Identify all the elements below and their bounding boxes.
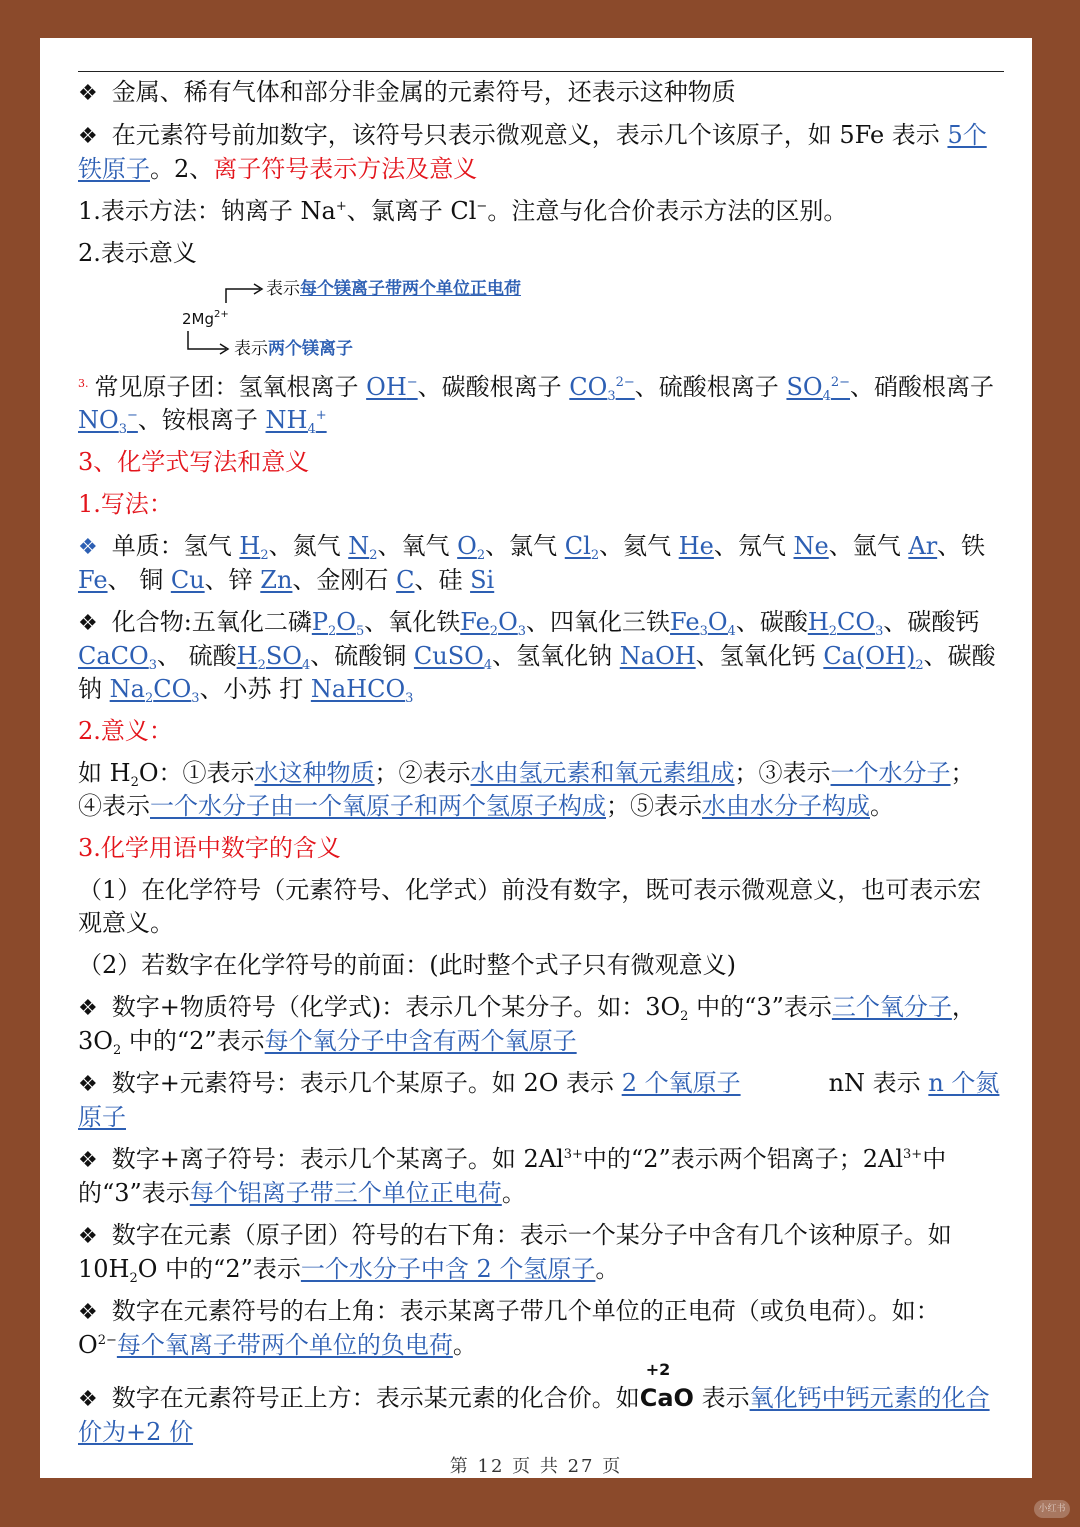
bullet-line: ❖ 化合物:五氧化二磷$P_2O_5$、氧化铁$Fe_2O_3$、四氧化三铁$Fe_3O_4$、碳酸$H_2CO_3$、碳酸钙CaCO$_3$、 硫酸$H_2SO_4$、硫酸铜 CuSO$_4$、氢氧化钠 NaOH、氢氧化钙 $Ca(OH)_2$、碳酸钠 $Na_2CO_3$、小苏 打 NaHCO$_3$: [78, 608, 996, 706]
ion-meaning-diagram: [78, 279, 1004, 367]
text: 2Mg: [182, 310, 215, 328]
item-number: 3.: [78, 377, 89, 390]
bullet-line: ❖ 数字+物质符号（化学式)：表示几个某分子。如：$3O_2$ 中的“3”表示三个氧分子， $3O_2$ 中的“2”表示每个氧分子中含有两个氧原子: [78, 993, 976, 1058]
text: 常见原子团：氢氧根离子: [94, 373, 359, 401]
diamond-bullet-icon: ❖: [78, 124, 98, 149]
formula-NH4: $NH_4^+$: [265, 406, 327, 437]
bullet-line: ❖ 数字+元素符号：表示几个某原子。如 2O 表示 2 个氧原子 nN 表示 n 个氮原子: [78, 1069, 1000, 1131]
text: 、硝酸根离子: [850, 373, 995, 401]
diamond-bullet-icon: ❖: [78, 1387, 98, 1412]
text: 表示: [266, 279, 300, 299]
section-heading: 离子符号表示方法及意义: [213, 155, 478, 183]
text: 、硫酸根离子: [634, 373, 779, 401]
bullet-line: ❖ 数字在元素符号的右上角：表示某离子带几个单位的正电荷（或负电荷）。如： $O^{2-}$每个氧离子带两个单位的负电荷。: [78, 1297, 940, 1359]
answer-text: 每个镁离子带两个单位正电荷: [300, 279, 521, 299]
section-heading: 3.化学用语中数字的含义: [78, 834, 341, 862]
diagram-bottom-label: [234, 339, 353, 359]
valence-formula: +2 CaO: [639, 1360, 694, 1412]
header-rule: [78, 71, 1004, 72]
superscript: −: [476, 199, 488, 214]
diamond-bullet-icon: ❖: [78, 1148, 98, 1173]
superscript: 2+: [214, 309, 229, 320]
formula-NO3: $NO_3^-$: [78, 406, 138, 437]
text-line: （1）在化学符号（元素符号、化学式）前没有数字，既可表示微观意义，也可表示宏观意义。: [78, 876, 982, 937]
bullet-line: ❖ 数字+离子符号：表示几个某离子。如 $2Al^{3+}$中的“2”表示两个铝离子；$2Al^{3+}$中的“3”表示每个铝离子带三个单位正电荷。: [78, 1145, 947, 1207]
text-line: [78, 195, 1004, 228]
answer-text: 两个镁离子: [268, 339, 353, 359]
text-line: （2）若数字在化学符号的前面：(此时整个式子只有微观意义): [78, 951, 736, 979]
text: 、碳酸根离子: [417, 373, 562, 401]
section-heading: 3、化学式写法和意义: [78, 448, 310, 476]
text-line: [78, 367, 1004, 437]
bullet-line: [78, 76, 1004, 110]
text: 表示: [234, 339, 268, 359]
bullet-line: ❖ 数字在元素（原子团）符号的右下角：表示一个某分子中含有几个该种原子。如 $10H_2O$ 中的“2”表示一个水分子中含 2 个氢原子。: [78, 1221, 952, 1286]
diamond-bullet-icon: ❖: [78, 535, 98, 560]
text: 、氯离子 Cl: [346, 197, 477, 225]
formula-OH: OH−: [366, 373, 418, 401]
text: 1.表示方法：钠离子 Na: [78, 197, 336, 225]
sub-heading: 2.意义：: [78, 717, 173, 745]
sub-heading: 1.写法：: [78, 490, 173, 518]
page-footer: 第 12 页 共 27 页: [449, 1456, 623, 1477]
diagram-formula: [182, 309, 229, 329]
bullet-line: ❖ 单质：氢气 $H_2$、氮气 $N_2$、氧气 $O_2$、氯气 $Cl_2$、氦气 He、氖气 Ne、氩气 Ar、铁 Fe、 铜 Cu、锌 Zn、金刚石 C、硅 Si: [78, 532, 986, 594]
diamond-bullet-icon: ❖: [78, 996, 98, 1021]
bullet-line: [78, 119, 1004, 186]
formula-SO4: $SO_4^{2-}$: [786, 373, 851, 404]
answer-text: 5个铁原子: [78, 121, 987, 183]
bullet-line: ❖ 数字在元素符号正上方：表示某元素的化合价。如 +2 CaO 表示氧化钙中钙元素的化合价为+2 价: [78, 1360, 990, 1446]
diagram-top-label: [266, 279, 521, 299]
text: 。2、: [150, 155, 214, 183]
page-content: [78, 76, 1004, 1458]
diamond-bullet-icon: ❖: [78, 1300, 98, 1325]
formula-CO3: $CO_3^{2-}$: [569, 373, 635, 404]
document-page: [40, 38, 1032, 1478]
superscript: +: [335, 199, 347, 214]
text: 、铵根离子: [137, 406, 258, 434]
diamond-bullet-icon: ❖: [78, 81, 98, 106]
diamond-bullet-icon: ❖: [78, 1072, 98, 1097]
text: 在元素符号前加数字，该符号只表示微观意义，表示几个该原子，如 5Fe 表示: [111, 121, 940, 149]
text-line: 2.表示意义: [78, 239, 197, 267]
watermark: 小红书: [1034, 1500, 1070, 1518]
text: 。注意与化合价表示方法的区别。: [487, 197, 848, 225]
text-line: 如 $H_2O$：①表示水这种物质；②表示水由氢元素和氧元素组成；③表示一个水分子； ④表示一个水分子由一个氧原子和两个氢原子构成；⑤表示水由水分子构成。: [78, 759, 975, 820]
diamond-bullet-icon: ❖: [78, 611, 98, 636]
diamond-bullet-icon: ❖: [78, 1224, 98, 1249]
text: 金属、稀有气体和部分非金属的元素符号，还表示这种物质: [111, 78, 736, 106]
